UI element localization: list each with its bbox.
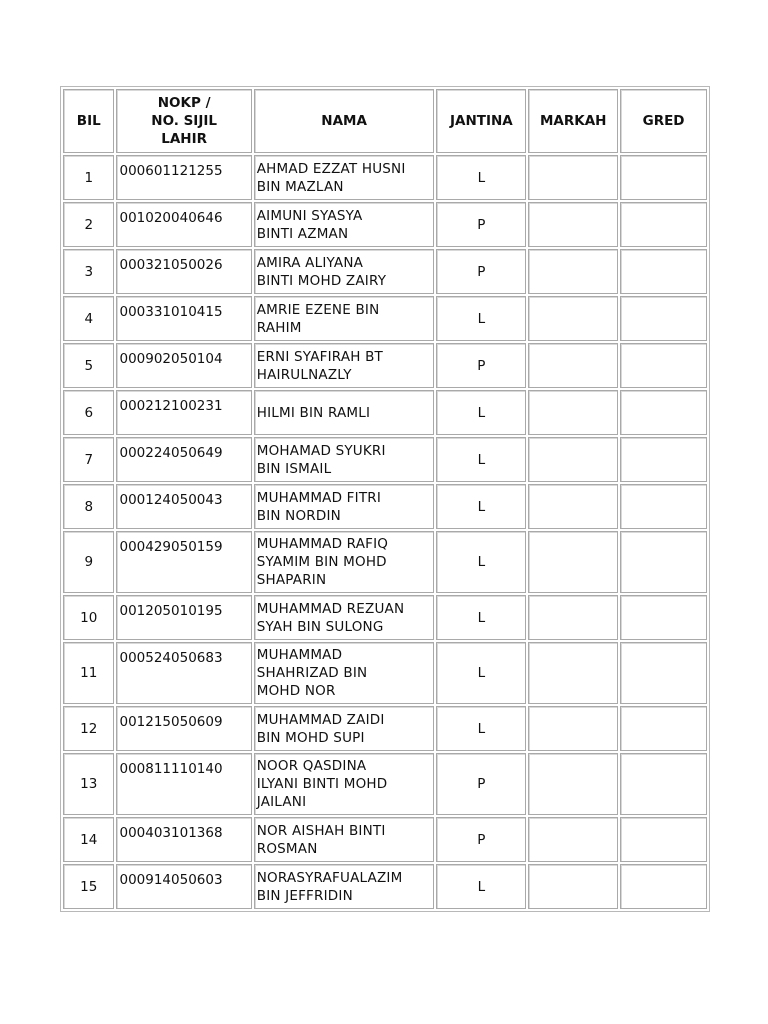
row-nama-line: BIN JEFFRIDIN: [256, 887, 353, 904]
row-nokp-cell: 000914050603: [116, 864, 251, 909]
row-bil-cell: 9: [63, 531, 114, 593]
row-nama-cell: [254, 484, 435, 529]
header-gred: GRED: [620, 89, 707, 153]
row-nama-line: HILMI BIN RAMLI: [256, 404, 371, 421]
row-nokp-cell: 001020040646: [116, 202, 251, 247]
row-nama-cell: [254, 249, 435, 294]
row-nama-line: BIN NORDIN: [256, 507, 341, 524]
row-nama-cell: [254, 642, 435, 704]
row-nama-line: BIN MOHD SUPI: [256, 729, 365, 746]
row-nama-line: NOR AISHAH BINTI: [256, 822, 386, 839]
row-bil-cell: 2: [63, 202, 114, 247]
row-nokp-cell: 001215050609: [116, 706, 251, 751]
row-nama-cell: [254, 753, 435, 815]
row-gred-cell: [620, 595, 707, 640]
row-jantina-cell: L: [436, 595, 526, 640]
header-nokp-line3: LAHIR: [161, 131, 207, 147]
row-markah-cell: [528, 753, 618, 815]
row-nokp-cell: 000429050159: [116, 531, 251, 593]
row-nama-cell: [254, 706, 435, 751]
row-bil-cell: 3: [63, 249, 114, 294]
table-body: [63, 155, 707, 909]
row-nama-line: MOHAMAD SYUKRI: [256, 442, 386, 459]
row-nama-line: JAILANI: [256, 794, 307, 810]
row-nokp-cell: 000224050649: [116, 437, 251, 482]
row-jantina-cell: L: [436, 155, 526, 200]
row-nama-line: MUHAMMAD REZUAN: [256, 600, 405, 617]
row-gred-cell: [620, 202, 707, 247]
row-nama-line: RAHIM: [256, 319, 302, 336]
table-row: [63, 706, 707, 751]
row-markah-cell: [528, 437, 618, 482]
row-markah-cell: [528, 155, 618, 200]
row-jantina-cell: P: [436, 249, 526, 294]
row-nama-line: BINTI MOHD ZAIRY: [256, 272, 387, 289]
table-row: [63, 202, 707, 247]
row-gred-cell: [620, 437, 707, 482]
table-row: [63, 249, 707, 294]
row-gred-cell: [620, 484, 707, 529]
row-nama-line: NOOR QASDINA: [256, 758, 367, 774]
row-nama-line: NORASYRAFUALAZIM: [256, 869, 403, 886]
header-markah: MARKAH: [528, 89, 618, 153]
row-nokp-cell: 001205010195: [116, 595, 251, 640]
row-nama-line: BINTI AZMAN: [256, 225, 349, 242]
row-bil-cell: 6: [63, 390, 114, 435]
row-nama-cell: [254, 343, 435, 388]
row-markah-cell: [528, 864, 618, 909]
row-bil-cell: 14: [63, 817, 114, 862]
row-gred-cell: [620, 155, 707, 200]
row-nama-line: HAIRULNAZLY: [256, 366, 352, 383]
row-nama-cell: [254, 817, 435, 862]
row-gred-cell: [620, 706, 707, 751]
row-nokp-cell: 000331010415: [116, 296, 251, 341]
row-nama-line: SHAPARIN: [256, 572, 327, 588]
row-jantina-cell: P: [436, 202, 526, 247]
table-row: [63, 595, 707, 640]
table-row: [63, 437, 707, 482]
row-bil-cell: 8: [63, 484, 114, 529]
row-nama-line: BIN MAZLAN: [256, 178, 344, 195]
row-markah-cell: [528, 343, 618, 388]
row-nama-cell: [254, 202, 435, 247]
row-nama-line: AMRIE EZENE BIN: [256, 301, 380, 318]
row-markah-cell: [528, 706, 618, 751]
table-row: [63, 343, 707, 388]
row-nokp-cell: 000524050683: [116, 642, 251, 704]
row-nama-line: SHAHRIZAD BIN: [256, 665, 368, 681]
row-nokp-cell: 000321050026: [116, 249, 251, 294]
row-nama-cell: [254, 437, 435, 482]
row-jantina-cell: L: [436, 484, 526, 529]
row-gred-cell: [620, 531, 707, 593]
header-row: [63, 89, 707, 153]
row-jantina-cell: P: [436, 343, 526, 388]
row-jantina-cell: L: [436, 706, 526, 751]
row-bil-cell: 5: [63, 343, 114, 388]
header-jantina: JANTINA: [436, 89, 526, 153]
row-jantina-cell: L: [436, 531, 526, 593]
row-nama-line: ROSMAN: [256, 840, 318, 857]
row-bil-cell: 7: [63, 437, 114, 482]
row-markah-cell: [528, 817, 618, 862]
row-gred-cell: [620, 864, 707, 909]
row-nama-line: MUHAMMAD RAFIQ: [256, 536, 389, 552]
row-bil-cell: 10: [63, 595, 114, 640]
row-bil-cell: 11: [63, 642, 114, 704]
row-jantina-cell: L: [436, 296, 526, 341]
header-nama: NAMA: [254, 89, 435, 153]
table-row: [63, 531, 707, 593]
row-gred-cell: [620, 753, 707, 815]
row-nama-line: AHMAD EZZAT HUSNI: [256, 160, 406, 177]
header-bil: BIL: [63, 89, 114, 153]
row-nama-line: AMIRA ALIYANA: [256, 254, 364, 271]
row-nama-line: MUHAMMAD: [256, 647, 343, 663]
row-nama-line: AIMUNI SYASYA: [256, 207, 363, 224]
row-bil-cell: 4: [63, 296, 114, 341]
row-nama-line: ERNI SYAFIRAH BT: [256, 348, 383, 365]
row-markah-cell: [528, 484, 618, 529]
row-bil-cell: 1: [63, 155, 114, 200]
row-nama-line: ILYANI BINTI MOHD: [256, 776, 388, 792]
row-gred-cell: [620, 249, 707, 294]
header-nokp-line2: NO. SIJIL: [151, 113, 217, 129]
row-markah-cell: [528, 531, 618, 593]
table-row: [63, 642, 707, 704]
row-nama-cell: [254, 155, 435, 200]
header-nokp: [116, 89, 251, 153]
row-nama-cell: [254, 531, 435, 593]
table-row: [63, 155, 707, 200]
row-nokp-cell: 000124050043: [116, 484, 251, 529]
table-row: [63, 390, 707, 435]
table-row: [63, 296, 707, 341]
row-markah-cell: [528, 202, 618, 247]
row-gred-cell: [620, 642, 707, 704]
row-markah-cell: [528, 642, 618, 704]
table-row: [63, 817, 707, 862]
row-gred-cell: [620, 817, 707, 862]
row-nama-line: BIN ISMAIL: [256, 460, 332, 477]
row-bil-cell: 12: [63, 706, 114, 751]
row-jantina-cell: P: [436, 817, 526, 862]
row-nama-cell: [254, 595, 435, 640]
student-list-table-frame: [60, 86, 710, 912]
row-bil-cell: 13: [63, 753, 114, 815]
student-list-table: [61, 87, 709, 911]
row-nama-line: SYAMIM BIN MOHD: [256, 554, 387, 570]
row-gred-cell: [620, 343, 707, 388]
row-markah-cell: [528, 249, 618, 294]
row-nama-cell: [254, 864, 435, 909]
header-nokp-line1: NOKP /: [157, 95, 211, 111]
row-jantina-cell: L: [436, 390, 526, 435]
row-nokp-cell: 000212100231: [116, 390, 251, 435]
row-nama-line: MUHAMMAD FITRI: [256, 489, 382, 506]
row-nokp-cell: 000811110140: [116, 753, 251, 815]
row-nokp-cell: 000403101368: [116, 817, 251, 862]
row-gred-cell: [620, 390, 707, 435]
row-markah-cell: [528, 390, 618, 435]
row-markah-cell: [528, 595, 618, 640]
row-nama-cell: [254, 390, 435, 435]
row-nama-line: MUHAMMAD ZAIDI: [256, 711, 385, 728]
row-bil-cell: 15: [63, 864, 114, 909]
row-nama-line: MOHD NOR: [256, 683, 336, 699]
row-jantina-cell: L: [436, 642, 526, 704]
row-nokp-cell: 000902050104: [116, 343, 251, 388]
row-nokp-cell: 000601121255: [116, 155, 251, 200]
table-row: [63, 864, 707, 909]
row-markah-cell: [528, 296, 618, 341]
table-row: [63, 753, 707, 815]
row-nama-line: SYAH BIN SULONG: [256, 618, 384, 635]
row-gred-cell: [620, 296, 707, 341]
row-jantina-cell: P: [436, 753, 526, 815]
table-row: [63, 484, 707, 529]
row-jantina-cell: L: [436, 864, 526, 909]
row-nama-cell: [254, 296, 435, 341]
row-jantina-cell: L: [436, 437, 526, 482]
